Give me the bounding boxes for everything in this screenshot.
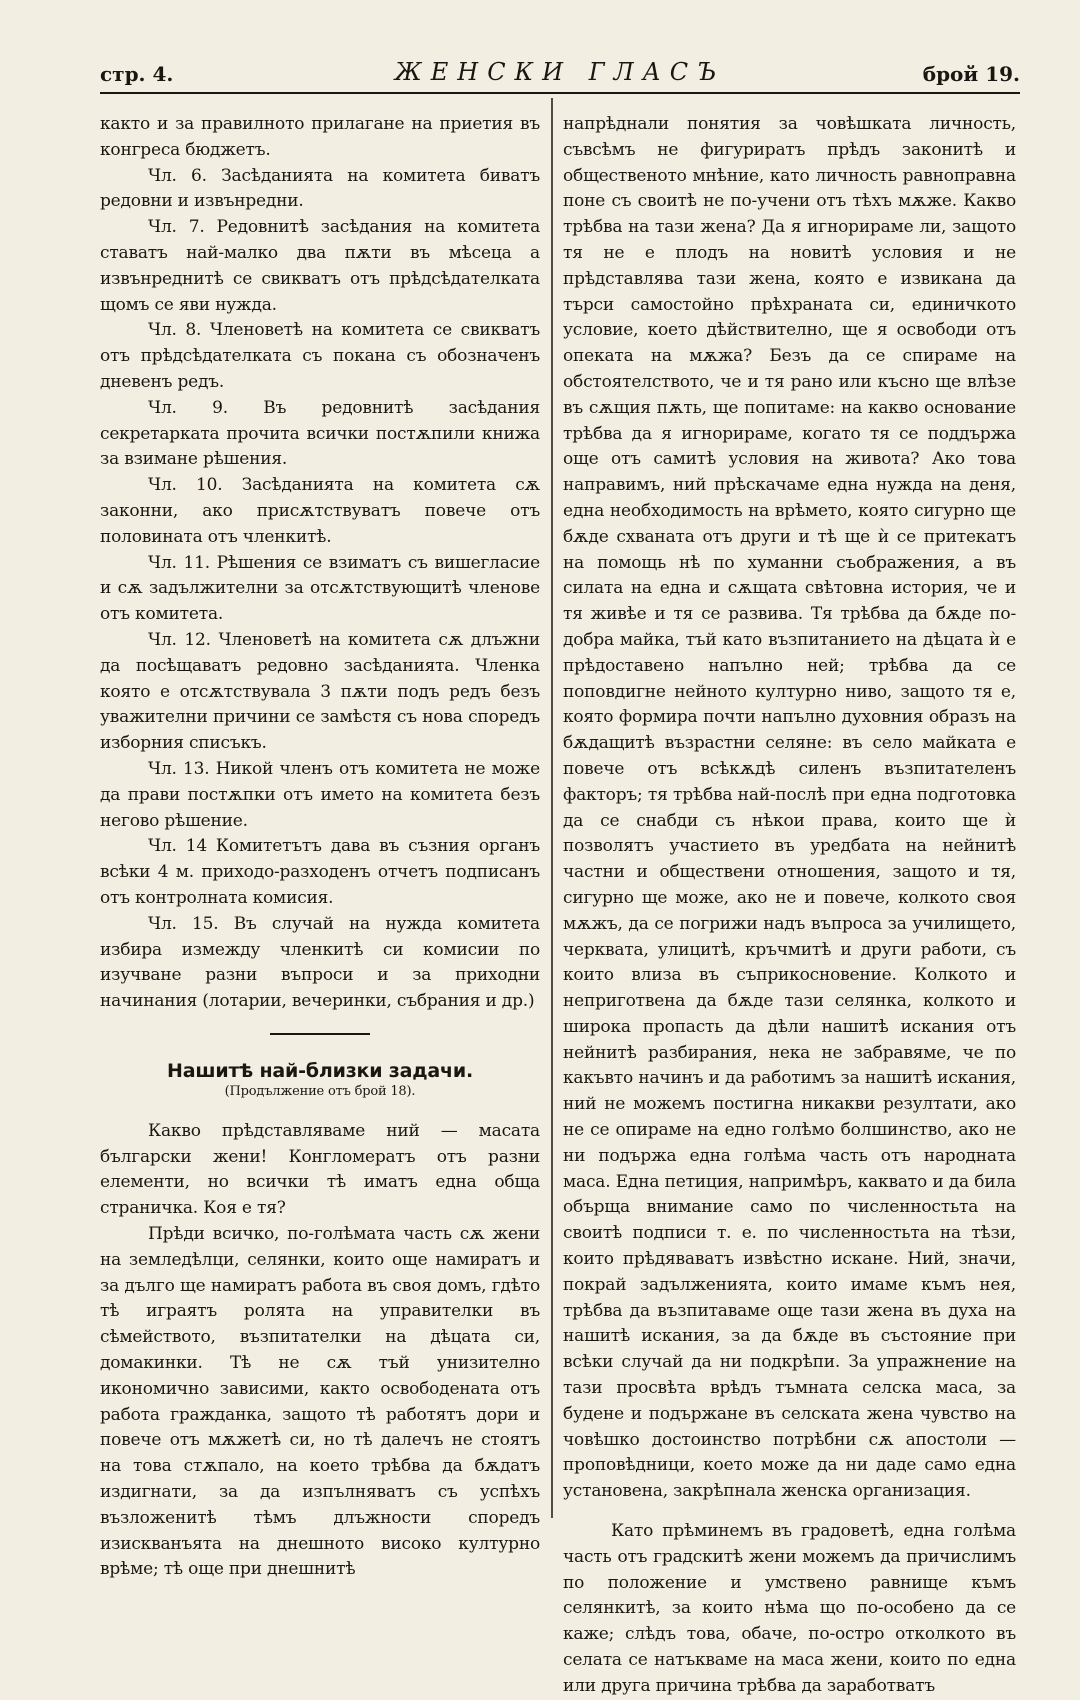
page-number: стр. 4.: [100, 62, 174, 86]
column-divider: [551, 98, 553, 1518]
issue-number: брой 19.: [922, 62, 1020, 86]
paragraph: напрѣднали понятия за човѣшката личность, съвсѣмъ не фигуриратъ прѣдъ законитѣ и общественото мнѣние, като личность равноправна поне съ своитѣ не по-учени отъ тѣхъ мѫже. Какво трѣбва на тази жена? Да я игнорираме ли, защото тя не е плодъ на новитѣ условия и не прѣдставлява тази жена, която е извикана да търси самостойно прѣхраната си, единичкото условие, което дѣйствително, ще я освободи отъ опеката на мѫжа? Безъ да се спираме на обстоятелството, че и тя рано или късно ще влѣзе въ сѫщия пѫть, ще попитаме: на какво основание трѣбва да я игнорираме, когато тя се поддържа още отъ самитѣ условия на живота? Ако това направимъ, ний прѣскачаме една нужда на деня, една необходимость на врѣмето, която сигурно ще бѫде схваната отъ други и тѣ ще ѝ се притекатъ на помощь нѣ по хуманни съображения, а въ силата на една и сѫщата свѣтовна история, че и тя живѣе и тя се развива. Тя трѣбва да бѫде по-добра майка, тъй като възпитанието на дѣцата ѝ е прѣдоставено напълно ней; трѣбва да се поповдигне нейното културно ниво, защото тя е, която формира почти напълно духовния образъ на бѫдащитѣ възрастни селяне: въ село майката е повече отъ всѣкѫдѣ силенъ възпитателенъ факторъ; тя трѣбва най-послѣ при една подготовка да се снабди съ нѣкои права, които ще ѝ позволятъ участието въ уредбата на нейнитѣ частни и обществени отношения, защото и тя, сигурно ще може, ако не и повече, колкото своя мѫжъ, да се погрижи надъ въпроса за училището, черквата, улицитѣ, кръчмитѣ и други работи, съ които влиза въ съприкосновение. Колкото и неприготвена да бѫде тази селянка, колкото и широка пропасть да дѣли нашитѣ искания отъ нейнитѣ разбирания, нека не забравяме, че по какъвто начинъ и да работимъ за нашитѣ искания, ний не можемъ постигна никакви резултати, ако не се опираме на едно голѣмо болшинство, ако не ни подържа една голѣма часть отъ народната маса. Една петиция, напримѣръ, каквато и да била обърща внимание само по численностьта на своитѣ подписи т. е. по численностьта на тѣзи, които прѣдяваватъ извѣстно искане. Ний, значи, покрай задълженията, които имаме къмъ нея, трѣбва да възпитаваме още тази жена въ духа на нашитѣ искания, за да бѫде въ състояние при всѣки случай да ни подкрѣпи. За упражнение на тази просвѣта врѣдъ тъмната селска маса, за будене и подържане въ селската жена чувство на човѣшко достоинство потрѣбни сѫ апостоли — проповѣдници, което може да ни даде само една установена, закрѣпнала женска организация.: [563, 114, 1016, 1502]
right-column: [563, 112, 1016, 1700]
left-column: [100, 112, 540, 1583]
paragraph: както и за правилното прилагане на приетия въ конгреса бюджетъ.: [100, 114, 540, 160]
paragraph: Прѣди всичко, по-голѣмата часть сѫ жени на земледѣлци, селянки, които още намиратъ и за дълго ще намиратъ работа въ своя домъ, гдѣто тѣ играятъ ролята на управителки въ сѣмейството, възпитателки на дѣцата си, домакинки. Тѣ не сѫ тъй унизително икономично зависими, както освободената отъ работа гражданка, защото тѣ работятъ дори и повече отъ мѫжетѣ си, но тѣ далечъ не стоятъ на това стѫпало, на което трѣбва да бѫдатъ издигнати, за да изпълняватъ съ успѣхъ възложенитѣ тѣмъ длъжности споредъ изискванъята на днешното високо културно врѣме; тѣ още при днешнитѣ: [100, 1224, 540, 1580]
article-clause: Чл. 8. Членоветѣ на комитета се свикватъ отъ прѣдсѣдателката съ покана съ обозначенъ дневенъ редъ.: [100, 320, 540, 392]
section-rule: [270, 1033, 370, 1035]
paragraph: Какво прѣдставляваме ний — масата български жени! Конгломератъ отъ разни елементи, но всички тѣ иматъ една обща страничка. Коя е тя?: [100, 1120, 540, 1219]
paragraph-gap: [563, 1505, 1016, 1519]
article-clause: Чл. 13. Никой членъ отъ комитета не може да прави постѫпки отъ името на комитета безъ негово рѣшение.: [100, 758, 540, 831]
article-clause: Чл. 7. Редовнитѣ засѣдания на комитета ставатъ най-малко два пѫти въ мѣсеца а извънреднитѣ се свикватъ отъ прѣдсѣдателката щомъ се яви нужда.: [100, 217, 540, 315]
article-clause: Чл. 14 Комитетътъ дава въ съзния органъ всѣки 4 м. приходо-разходенъ отчетъ подписанъ отъ контролната комисия.: [100, 836, 540, 908]
article-clause: Чл. 15. Въ случай на нужда комитета избира измежду членкитѣ си комисии по изучване разни въпроси и за приходни начинания (лотарии, вечеринки, събрания и др.): [100, 913, 540, 1012]
article-subtitle: (Продължение отъ брой 18).: [224, 1083, 416, 1099]
paragraph: Като прѣминемъ въ градоветѣ, една голѣма часть отъ градскитѣ жени можемъ да причислимъ по положение и умствено равнище къмъ селянкитѣ, за които нѣма що по-особено да се каже; слѣдъ това, обаче, по-остро отколкото въ селата се натъкваме на маса жени, които по една или друга причина трѣбва да заработватъ: [563, 1521, 1016, 1696]
article-clause: Чл. 10. Засѣданията на комитета сѫ законни, ако присѫтствуватъ повече отъ половината отъ членкитѣ.: [100, 475, 540, 547]
article-clause: Чл. 11. Рѣшения се взиматъ съ вишегласие и сѫ задължителни за отсѫтствующитѣ членове отъ комитета.: [100, 552, 540, 625]
article-title: Нашитѣ най-близки задачи.: [167, 1059, 473, 1082]
article-clause: Чл. 6. Засѣданията на комитета биватъ редовни и извънредни.: [100, 165, 540, 212]
page-header: [100, 52, 1020, 94]
article-clause: Чл. 12. Членоветѣ на комитета сѫ длъжни да посѣщаватъ редовно засѣданията. Членка която е отсѫтствувала 3 пѫти подъ редъ безъ уважителни причини се замѣстя съ нова споредъ изборния списъкъ.: [100, 629, 540, 754]
article-clause: Чл. 9. Въ редовнитѣ засѣдания секретарката прочита всички постѫпили книжа за взимане рѣшения.: [100, 397, 540, 470]
newspaper-title: ЖЕНСКИ ГЛАСЪ: [394, 58, 726, 86]
